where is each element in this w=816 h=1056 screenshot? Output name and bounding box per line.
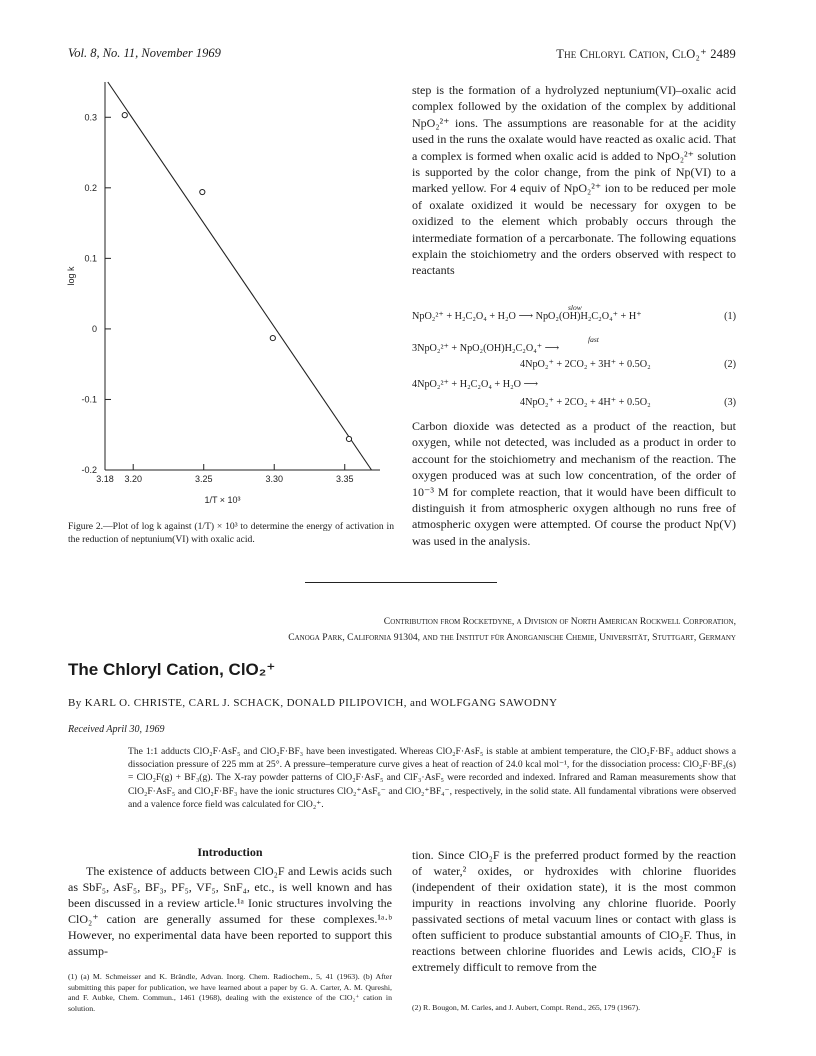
section-divider (305, 582, 497, 583)
equation-1-text: NpO₂²⁺ + H₂C₂O₄ + H₂O ⟶ NpO₂(OH)H₂C₂O₄⁺ + H⁺ (412, 311, 642, 322)
equation-3-left: 4NpO₂²⁺ + H₂C₂O₄ + H₂O ⟶ (412, 379, 539, 390)
equation-1-number: (1) (724, 311, 736, 322)
data-point (346, 436, 351, 441)
right-column-text-top: step is the formation of a hydrolyzed neptunium(VI)–oxalic acid complex followed by the oxidation of the complex by additional NpO₂²⁺ ions. The assumptions are reasonable for at the acidity used in the runs the oxalate would have reacted as oxalic acid. That a complex is formed when oxalic acid is added to NpO₂²⁺ solution is supported by the color change, from the pink of Np(VI) to a marked yellow. For 4 equiv of NpO₂²⁺ ion to be reduced per mole of oxalate oxidized it would be necessary for oxygen to be oxidized to the element which probably occurs through the intermediate formation of a percarbonate. The following equations explain the stoichiometry and the orders observed with respect to reactants (412, 83, 736, 278)
equation-2-left: 3NpO₂²⁺ + NpO₂(OH)H₂C₂O₄⁺ ⟶ (412, 343, 560, 354)
equation-1 (412, 303, 736, 323)
received-date: Received April 30, 1969 (68, 724, 165, 735)
y-tick-label: -0.2 (81, 465, 97, 475)
article-authors: By KARL O. CHRISTE, CARL J. SCHACK, DONALD PILIPOVICH, and WOLFGANG SAWODNY (68, 697, 558, 709)
affiliation-line-2: Canoga Park, California 91304, and the Institut für Anorganische Chemie, Universität, Stuttgart, Germany (288, 632, 736, 643)
y-tick-label: 0.1 (84, 253, 97, 264)
equation-2-annotation: fast (588, 335, 599, 344)
affiliation (68, 614, 736, 646)
x-tick-label: 3.25 (194, 474, 213, 484)
article-title: The Chloryl Cation, ClO₂⁺ (68, 660, 276, 679)
x-tick-label: 3.20 (124, 474, 142, 484)
equation-3-right: 4NpO₂⁺ + 2CO₂ + 4H⁺ + 0.5O₂ (520, 397, 651, 408)
x-tick-label: 3.35 (335, 474, 354, 484)
introduction-left-column: The existence of adducts between ClO₂F and Lewis acids such as SbF₅, AsF₅, BF₃, PF₅, VF₅, SnF₄, etc., is well known and has been discussed in a review article.¹ᵃ Ionic structures involving the ClO₂⁺ cation are generally assumed for these complexes.¹ᵃ·ᵇ However, no experimental data have been reported to support this assump- (68, 864, 392, 958)
introduction-heading: Introduction (197, 845, 263, 859)
y-axis-label: log k (66, 266, 76, 286)
equation-1-annotation: slow (568, 303, 582, 312)
equation-3 (412, 378, 736, 391)
arrhenius-plot (60, 72, 400, 512)
affiliation-line-1: Contribution from Rocketdyne, a Division of North American Rockwell Corporation, (383, 616, 736, 627)
equation-2-right: 4NpO₂⁺ + 2CO₂ + 3H⁺ + 0.5O₂ (520, 359, 651, 370)
chart-ticks (81, 112, 353, 484)
y-tick-label: 0.2 (84, 182, 97, 193)
fit-line-group (108, 82, 372, 470)
x-tick-label: 3.30 (265, 474, 283, 484)
introduction-right-column: tion. Since ClO₂F is the preferred product formed by the reaction of water,² oxides, or hydroxides with chlorine fluorides (independent of their oxidation state), it is the most common impurity in reactions involving any chlorine fluoride. Poorly passivated sections of metal vacuum lines or contact with glass is often sufficient to produce substantial amounts of ClO₂F. Thus, in reactions between chlorine fluorides and Lewis acids, ClO₂F is extremely difficult to remove from the (412, 848, 736, 974)
x-tick-label: 3.18 (96, 474, 114, 484)
journal-volume: Vol. 8, No. 11, November 1969 (68, 46, 221, 60)
data-point (270, 335, 275, 340)
y-tick-label: 0.3 (84, 112, 97, 123)
y-tick-label: -0.1 (81, 394, 97, 405)
chart-axes (105, 82, 380, 470)
equation-2 (412, 335, 736, 355)
right-column-text-bottom: Carbon dioxide was detected as a product of the reaction, but oxygen, while not detected, was included as a product in order to account for the stoichiometry and mechanism of the reaction. The oxygen produced was at such low concentration, of the order of 10⁻³ M for complete reaction, that it would have been difficult to distinguish it from atmospheric oxygen although no runs free of atmospheric oxygen were attempted. Of course the product Np(V) was used in the analysis. (412, 419, 736, 548)
figure-caption: Figure 2.—Plot of log k against (1/T) × 10³ to determine the energy of activation in the reduction of neptunium(VI) with oxalic acid. (68, 521, 394, 546)
equation-3-products (412, 396, 736, 409)
running-head (68, 46, 736, 64)
fit-line (108, 82, 372, 470)
data-point (122, 113, 127, 118)
footnote-2: (2) R. Bougon, M. Carles, and J. Aubert, Compt. Rend., 265, 179 (1967). (412, 1003, 641, 1012)
y-tick-label: 0 (91, 323, 97, 334)
data-point (200, 189, 205, 194)
running-title-page-number: The Chloryl Cation, ClO₂⁺ 2489 (556, 47, 736, 61)
abstract: The 1:1 adducts ClO₂F·AsF₅ and ClO₂F·BF₃ have been investigated. Whereas ClO₂F·AsF₅ is stable at ambient temperature, the ClO₂F·BF₃ adduct shows a dissociation pressure of 225 mm at 25°. A pressure–temperature curve gives a heat of reaction of 24.0 kcal mol⁻¹, for the dissociation process: ClO₂F·BF₃(s) = ClO₂F(g) + BF₃(g). The X-ray powder patterns of ClO₂F·AsF₅ and ClF₃·AsF₅ were recorded and indexed. Infrared and Raman measurements show that ClO₂F·AsF₅ and ClO₂F·BF₃ have the ionic structures ClO₂⁺AsF₆⁻ and ClO₂⁺BF₄⁻, respectively, in the solid state. All fundamental vibrations were observed and a valence force field was calculated for ClO₂⁺. (128, 746, 736, 810)
equation-3-number: (3) (724, 397, 736, 408)
equation-2-number: (2) (724, 359, 736, 370)
x-axis-label: 1/T × 10³ (204, 495, 241, 505)
data-points (122, 113, 351, 442)
footnote-1: (1) (a) M. Schmeisser and K. Brändle, Advan. Inorg. Chem. Radiochem., 5, 41 (1963). (b) After submitting this paper for publication, we have learned about a paper by G. A. Carter, A. M. Qureshi, and F. Aubke, Chem. Commun., 1461 (1968), dealing with the existence of the ClO₂⁺ cation in solution. (68, 972, 392, 1013)
equation-2-products (412, 358, 736, 371)
